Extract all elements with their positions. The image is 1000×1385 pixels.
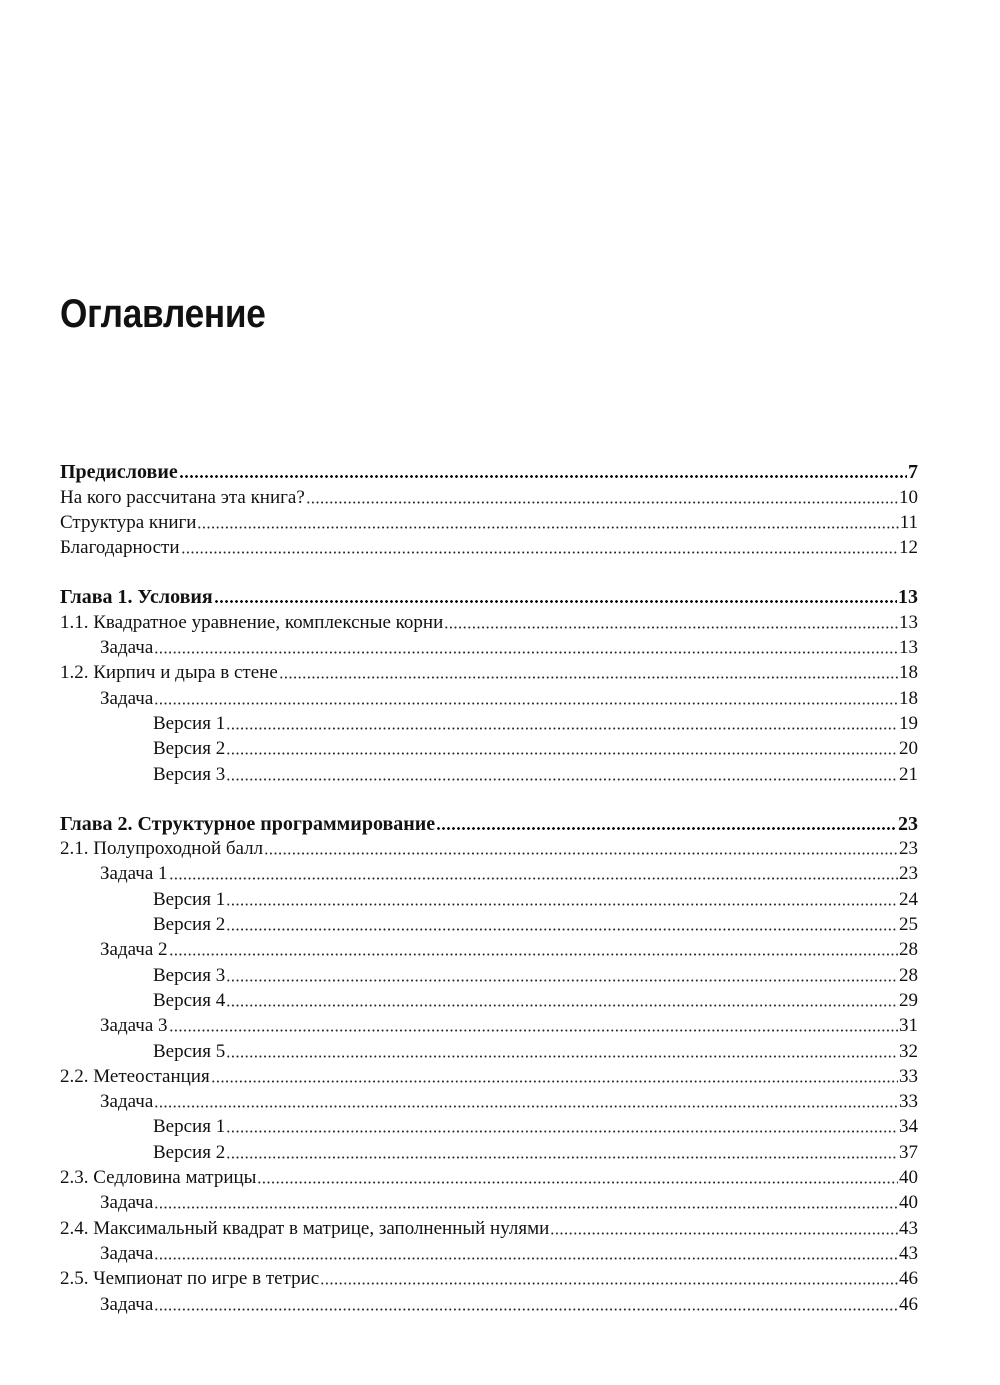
toc-entry-row[interactable]	[60, 634, 918, 659]
toc-entry-label: Задача 1	[100, 863, 168, 885]
dot-leader	[264, 852, 898, 855]
toc-entry-label: Задача 2	[100, 939, 168, 961]
toc-entry-label: На кого рассчитана эта книга?	[60, 486, 305, 508]
toc-entry-row[interactable]	[60, 760, 918, 785]
toc-entry-label: 2.5. Чемпионат по игре в тетрис	[60, 1268, 320, 1290]
toc-page-number: 19	[899, 712, 918, 734]
toc-page-number: 13	[899, 637, 918, 659]
toc-entry-label: Предисловие	[60, 461, 178, 484]
toc-page-number: 40	[899, 1167, 918, 1189]
toc-page-number: 43	[899, 1217, 918, 1239]
toc-page-number: 28	[899, 964, 918, 986]
toc-entry-row[interactable]	[60, 1113, 918, 1138]
toc-page-number: 24	[899, 888, 918, 910]
toc-page-number: 20	[899, 738, 918, 760]
toc-entry-row[interactable]	[60, 1240, 918, 1265]
toc-page-number: 32	[899, 1040, 918, 1062]
toc-entry-row[interactable]	[60, 885, 918, 910]
dot-leader	[226, 903, 898, 906]
dot-leader	[169, 953, 898, 956]
toc-chapter-row[interactable]	[60, 458, 918, 483]
toc-entry-label: Задача	[100, 637, 154, 659]
toc-entry-label: Задача 3	[100, 1015, 168, 1037]
dot-leader	[154, 1105, 898, 1108]
toc-page-number: 23	[899, 863, 918, 885]
toc-page-number: 46	[899, 1268, 918, 1290]
toc-page-number: 46	[899, 1293, 918, 1315]
toc-entry-label: Версия 2	[153, 914, 226, 936]
toc-entry-label: Структура книги	[60, 511, 197, 533]
toc-entry-row[interactable]	[60, 936, 918, 961]
toc-entry-row[interactable]	[60, 684, 918, 709]
dot-leader	[154, 1308, 898, 1311]
dot-leader	[226, 1156, 898, 1159]
dot-leader	[279, 676, 898, 679]
toc-page-number: 11	[899, 511, 918, 533]
toc-entry-label: Задача	[100, 1192, 154, 1214]
toc-entry-label: Версия 2	[153, 738, 226, 760]
dot-leader	[444, 626, 898, 629]
toc-page-number: 43	[899, 1242, 918, 1264]
toc-page-number: 33	[899, 1091, 918, 1113]
toc-entry-row[interactable]	[60, 1189, 918, 1214]
dot-leader	[257, 1181, 898, 1184]
toc-entry-label: 2.3. Седловина матрицы	[60, 1167, 257, 1189]
toc-entry-label: Версия 3	[153, 763, 226, 785]
dot-leader	[154, 651, 898, 654]
toc-entry-label: Задача	[100, 1242, 154, 1264]
toc-page-number: 25	[899, 914, 918, 936]
toc-entry-label: 2.4. Максимальный квадрат в матрице, заполненный нулями	[60, 1217, 550, 1239]
toc-entry-row[interactable]	[60, 1012, 918, 1037]
dot-leader	[154, 1206, 898, 1209]
toc-entry-label: Задача	[100, 1091, 154, 1113]
toc-entry-row[interactable]	[60, 1037, 918, 1062]
toc-entry-label: Благодарности	[60, 537, 180, 559]
toc-page-number: 18	[899, 662, 918, 684]
toc-entry-row[interactable]	[60, 1214, 918, 1239]
dot-leader	[197, 526, 898, 529]
dot-leader	[226, 1130, 898, 1133]
toc-page-number: 31	[899, 1015, 918, 1037]
toc-page-number: 28	[899, 939, 918, 961]
dot-leader	[214, 600, 897, 603]
dot-leader	[154, 1257, 898, 1260]
dot-leader	[226, 752, 898, 755]
dot-leader	[226, 778, 898, 781]
toc-page-number: 34	[899, 1116, 918, 1138]
toc-page-number: 40	[899, 1192, 918, 1214]
dot-leader	[436, 827, 897, 830]
toc-page-number: 33	[899, 1065, 918, 1087]
toc-entry-row[interactable]	[60, 911, 918, 936]
dot-leader	[320, 1282, 898, 1285]
dot-leader	[226, 1055, 898, 1058]
dot-leader	[169, 1029, 898, 1032]
toc-entry-row[interactable]	[60, 1265, 918, 1290]
toc-page-number: 13	[899, 611, 918, 633]
dot-leader	[181, 551, 899, 554]
toc-entry-row[interactable]	[60, 1290, 918, 1315]
dot-leader	[226, 1004, 898, 1007]
dot-leader	[306, 501, 898, 504]
toc-page-number: 29	[899, 989, 918, 1011]
toc-page-number: 10	[899, 486, 918, 508]
dot-leader	[226, 928, 898, 931]
toc-entry-label: 1.2. Кирпич и дыра в стене	[60, 662, 278, 684]
toc-entry-label: Глава 2. Структурное программирование	[60, 812, 436, 835]
toc-entry-label: Версия 2	[153, 1141, 226, 1163]
table-of-contents	[60, 458, 918, 1316]
dot-leader	[211, 1080, 898, 1083]
toc-entry-label: Версия 1	[153, 1116, 226, 1138]
dot-leader	[226, 979, 898, 982]
toc-entry-row[interactable]	[60, 659, 918, 684]
toc-page-number: 23	[899, 838, 918, 860]
toc-entry-label: Задача	[100, 1293, 154, 1315]
toc-entry-row[interactable]	[60, 483, 918, 508]
toc-page-number: 7	[908, 461, 918, 484]
toc-entry-row[interactable]	[60, 860, 918, 885]
toc-entry-label: 2.2. Метеостанция	[60, 1065, 210, 1087]
toc-chapter-row[interactable]	[60, 583, 918, 608]
toc-page-number: 18	[899, 687, 918, 709]
toc-entry-row[interactable]	[60, 987, 918, 1012]
toc-entry-row[interactable]	[60, 1138, 918, 1163]
toc-entry-label: Версия 4	[153, 989, 226, 1011]
toc-entry-row[interactable]	[60, 835, 918, 860]
dot-leader	[154, 702, 898, 705]
toc-page-number: 23	[898, 812, 918, 835]
toc-page-number: 12	[899, 537, 918, 559]
toc-entry-row[interactable]	[60, 710, 918, 735]
toc-entry-label: Задача	[100, 687, 154, 709]
toc-entry-label: 1.1. Квадратное уравнение, комплексные корни	[60, 611, 444, 633]
toc-entry-row[interactable]	[60, 961, 918, 986]
toc-page-number: 21	[899, 763, 918, 785]
dot-leader	[169, 877, 898, 880]
dot-leader	[226, 727, 898, 730]
toc-entry-label: Версия 5	[153, 1040, 226, 1062]
toc-entry-row[interactable]	[60, 1164, 918, 1189]
toc-entry-row[interactable]	[60, 509, 918, 534]
toc-page-number: 37	[899, 1141, 918, 1163]
dot-leader	[179, 475, 907, 478]
toc-entry-label: Глава 1. Условия	[60, 586, 213, 609]
dot-leader	[550, 1232, 898, 1235]
toc-entry-label: Версия 1	[153, 888, 226, 910]
toc-entry-row[interactable]	[60, 608, 918, 633]
toc-entry-label: Версия 1	[153, 712, 226, 734]
toc-entry-label: Версия 3	[153, 964, 226, 986]
toc-entry-row[interactable]	[60, 534, 918, 559]
toc-chapter-row[interactable]	[60, 810, 918, 835]
toc-entry-label: 2.1. Полупроходной балл	[60, 838, 264, 860]
toc-entry-row[interactable]	[60, 735, 918, 760]
page-title: Оглавление	[60, 292, 266, 336]
toc-entry-row[interactable]	[60, 1063, 918, 1088]
toc-page-number: 13	[898, 586, 918, 609]
toc-entry-row[interactable]	[60, 1088, 918, 1113]
